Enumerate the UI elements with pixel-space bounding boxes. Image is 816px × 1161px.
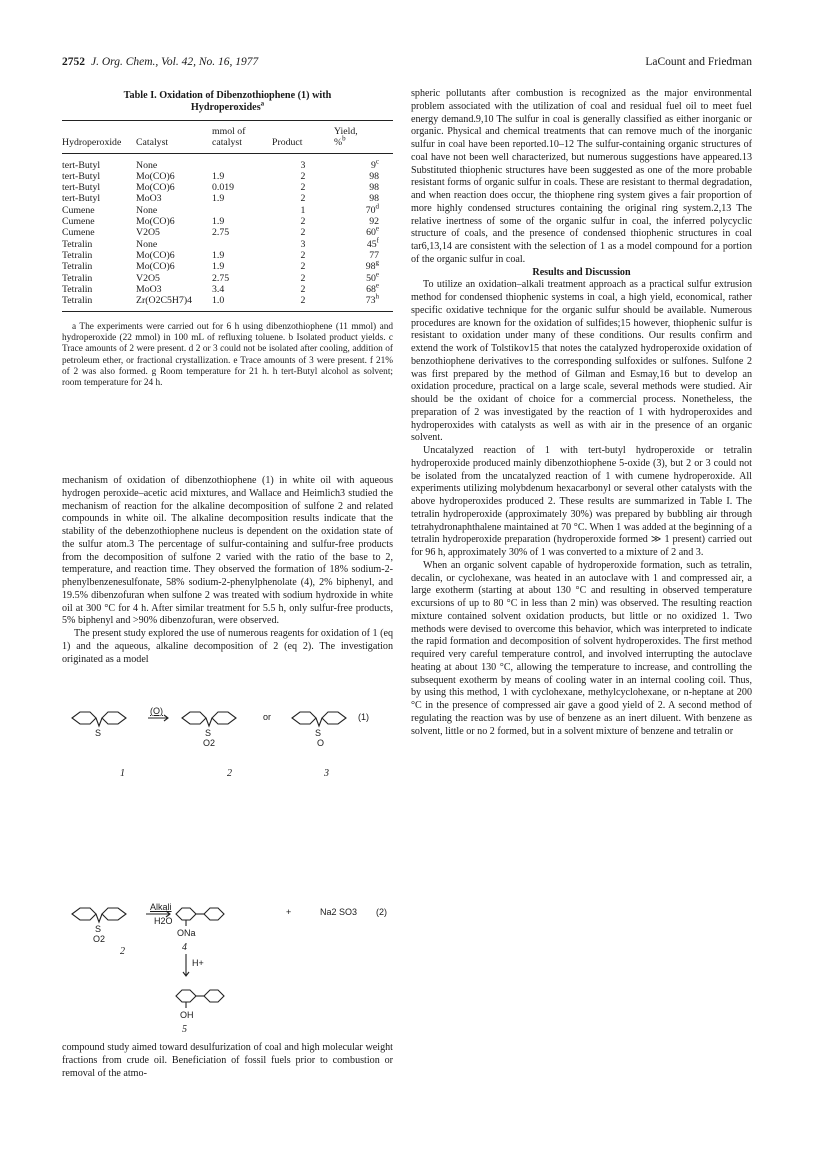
cell-catalyst-value: MoO3 <box>136 193 162 205</box>
reaction-scheme <box>62 696 393 1036</box>
cell-mmol-value: 2.75 <box>212 272 230 284</box>
cell-product <box>272 205 334 216</box>
cell-mmol <box>212 250 272 261</box>
cell-yield <box>334 171 393 182</box>
running-header <box>62 56 752 72</box>
cell-hydroperoxide-value: Tetralin <box>62 283 93 295</box>
header-blank-2 <box>136 121 212 138</box>
oh-label: OH <box>180 1010 194 1020</box>
cell-yield-note: c <box>375 157 379 166</box>
cell-yield <box>334 193 393 204</box>
cell-catalyst-value: Mo(CO)6 <box>136 216 175 228</box>
cell-yield-value: 92 <box>369 216 379 228</box>
page-number: 2752 <box>62 56 85 68</box>
cell-hydroperoxide <box>62 216 136 227</box>
cell-hydroperoxide <box>62 250 136 261</box>
right-paragraph-1: spheric pollutants after combustion is recognized as the major environmental problem associated with the utilization of coal and residual fuel oil to meet fuel energy demand.9,10 The sulfur in coal is generally classified as either inorganic or organic. Physical and chemical treatments that can remove much of the inorganic sulfur in coal have been reported.10–12 The sulfur-containing organic structures of coal have not been well characterized, but numerous suggestions have appeared.13 Substituted thiophenic structures have been suggested as one of the more probable resistant forms of organic sulfur in coals. These are resistant to thermal degradation, and when reaction does occur, the thiophene ring system gives a fair proportion of more highly condensed structures containing the original ring system.2,13 The relative inertness of some of the organic sulfur in coal, the inferred polycyclic structure of coals, and the presence of condensed thiophenic structures in coal tar6,13,14 are consistent with the selection of 1 as a model compound for a portion of the organic sulfur in coal. <box>411 88 752 265</box>
cell-product <box>272 295 334 312</box>
table-title-line1: Table I. Oxidation of Dibenzothiophene (1) with <box>123 90 332 101</box>
right-paragraph-2: To utilize an oxidation–alkali treatment approach as a practical sulfur extrusion method for condensed thiophenic systems in coal, a high yield, economical, rather specific oxidative technique for the organic sulfur should be available. Numerous procedures are known for the oxidation of sulfides;15 however, thiophenic sulfur is resistant to oxidation under many of these conditions. Our results confirm and extend the work of Tolstikov15 that notes the catalyzed hydroperoxide oxidation of benzothiophene derivatives to the corresponding sulfoxides or sulfones. Sulfone 2 was first prepared by the method of Gilman and Esmay,16 but to develop an oxidation procedure, practical on a large scale, several methods were studied. Air should be the oxidant of choice for a commercial process. Nonetheless, the preparation of 2 was investigated by the reaction of 1 with hydroperoxides and hydroperoxides with catalysts as well as with air in the presence of an organic solvent. <box>411 279 752 444</box>
compound-label-1: 1 <box>120 768 125 779</box>
cell-product-value: 1 <box>300 204 306 216</box>
cell-hydroperoxide-value: Cumene <box>62 204 95 216</box>
cell-yield-note: e <box>375 281 379 290</box>
cell-product <box>272 273 334 284</box>
cell-catalyst <box>136 205 212 216</box>
cell-catalyst <box>136 227 212 238</box>
table-row <box>62 205 393 216</box>
cell-catalyst <box>136 250 212 261</box>
cell-yield <box>334 182 393 193</box>
cell-catalyst <box>136 284 212 295</box>
cell-product <box>272 239 334 250</box>
cell-product <box>272 216 334 227</box>
cell-mmol <box>212 171 272 182</box>
cell-product-value: 2 <box>300 193 306 205</box>
cell-yield-note: e <box>375 225 379 234</box>
cell-product <box>272 171 334 182</box>
o-label: O <box>317 738 325 748</box>
table-header-row-2 <box>62 137 393 153</box>
left-column-bottom-text <box>62 1042 393 1080</box>
o2-label-1: O2 <box>203 738 216 748</box>
cell-hydroperoxide <box>62 205 136 216</box>
table-row <box>62 261 393 272</box>
cell-product <box>272 250 334 261</box>
table-row <box>62 250 393 261</box>
header-product: Product <box>272 137 334 153</box>
cell-yield-value: 98 <box>369 170 379 182</box>
cell-product-value: 2 <box>300 283 306 295</box>
cell-mmol <box>212 273 272 284</box>
cell-hydroperoxide <box>62 273 136 284</box>
cell-yield <box>334 292 393 312</box>
table-title-line2 <box>62 99 393 114</box>
cell-yield-note: g <box>375 259 379 267</box>
cell-catalyst-value: None <box>136 238 158 250</box>
cell-yield-value: 60 <box>366 227 376 239</box>
cell-yield <box>334 270 393 284</box>
cell-product <box>272 153 334 171</box>
s-label-4: S <box>95 924 102 934</box>
cell-mmol <box>212 193 272 204</box>
cell-catalyst-value: MoO3 <box>136 283 162 295</box>
header-yield-2 <box>334 137 393 153</box>
h-plus-label: H+ <box>192 958 204 968</box>
cell-product-value: 2 <box>300 182 306 194</box>
cell-catalyst-value: Zr(O2C5H7)4 <box>136 295 193 307</box>
cell-catalyst-value: Mo(CO)6 <box>136 182 175 194</box>
compound-label-5: 5 <box>182 1024 187 1035</box>
cell-mmol-value: 3.4 <box>212 283 225 295</box>
cell-yield <box>334 216 393 227</box>
header-hydroperoxide: Hydroperoxide <box>62 137 136 153</box>
cell-yield-value: 45 <box>366 238 377 250</box>
table-row <box>62 284 393 295</box>
cell-mmol <box>212 295 272 312</box>
cell-catalyst-value: Mo(CO)6 <box>136 170 175 182</box>
header-blank-3 <box>272 121 334 138</box>
cell-yield <box>334 261 393 272</box>
eq1-number: (1) <box>358 712 369 722</box>
table-footnote-text: a The experiments were carried out for 6 h using dibenzothiophene (11 mmol) and hydroperoxide (22 mmol) in 100 mL of refluxing toluene. b Isolated product yields. c Trace amounts of 2 were present. d 2 or 3 could not be isolated after cooling, addition of petroleum ether, or fractional crystallization. e Trace amounts of 3 were present. f 21% of 2 was also formed. g Room temperature for 21 h. h tert-Butyl alcohol as solvent; room temperature for 24 h. <box>62 322 393 389</box>
cell-mmol <box>212 182 272 193</box>
cell-mmol-value: 1.9 <box>212 193 225 205</box>
ona-label: ONa <box>177 928 196 938</box>
eq1-or: or <box>263 712 272 722</box>
cell-hydroperoxide-value: Tetralin <box>62 295 93 307</box>
cell-hydroperoxide-value: Cumene <box>62 216 95 228</box>
cell-yield-value: 9 <box>370 159 376 171</box>
eq2-plus: + <box>286 907 292 917</box>
cell-hydroperoxide-value: tert-Butyl <box>62 159 101 171</box>
cell-catalyst <box>136 273 212 284</box>
cell-hydroperoxide-value: Tetralin <box>62 272 93 284</box>
cell-hydroperoxide <box>62 239 136 250</box>
cell-yield <box>334 281 393 295</box>
scheme-drawing <box>62 696 393 1036</box>
cell-catalyst-value: None <box>136 159 158 171</box>
cell-catalyst <box>136 216 212 227</box>
cell-hydroperoxide <box>62 171 136 182</box>
cell-product-value: 2 <box>300 216 306 228</box>
table-body <box>62 153 393 312</box>
cell-hydroperoxide <box>62 182 136 193</box>
cell-hydroperoxide <box>62 284 136 295</box>
cell-yield <box>334 250 393 261</box>
cell-hydroperoxide <box>62 295 136 312</box>
table-row <box>62 216 393 227</box>
cell-yield <box>334 153 393 171</box>
cell-hydroperoxide <box>62 153 136 171</box>
eq2-reagent-bottom: H2O <box>154 916 173 926</box>
compound-label-4: 4 <box>182 942 187 953</box>
cell-catalyst-value: None <box>136 204 158 216</box>
journal-citation: J. Org. Chem., Vol. 42, No. 16, 1977 <box>91 56 259 68</box>
table-row <box>62 227 393 238</box>
dibenzothiophene-structure <box>72 712 126 726</box>
left-paragraph-1: mechanism of oxidation of dibenzothiophene (1) in white oil with aqueous hydrogen peroxide–acetic acid mixtures, and Wallace and Heimlich3 studied the mechanism of reaction for the alkaline decomposition of sulfone 2 and related compounds in white oil. The alkaline decomposition results indicate that the stability of the debenzothiophene nucleus is dependent on the oxidation state of the sulfur atom.3 The percentage of sulfur-containing and sulfur-free products from the decomposition of sulfone 2 varied with the ratio of the base to 2, temperature, and reaction time. They observed the formation of 18% sodium-2-phenylbenzenesulfonate, 58% sodium-2-phenylphenolate (4), 2% biphenyl, and 19.5% dibenzofuran when sulfone 2 was treated with sodium hydroxide in white oil at 300 °C for 4 h. After similar treatment for 5.5 h, only sulfur-free products, 5% biphenyl and >90% dibenzofuran, were observed. <box>62 475 393 627</box>
cell-yield <box>334 227 393 238</box>
table-row <box>62 295 393 312</box>
cell-product-value: 3 <box>300 238 306 250</box>
cell-product-value: 2 <box>300 249 306 261</box>
cell-product <box>272 193 334 204</box>
cell-mmol <box>212 227 272 238</box>
s-label-2: S <box>205 728 212 738</box>
cell-catalyst <box>136 193 212 204</box>
table-title-note: a <box>260 99 265 108</box>
header-mmol-2: catalyst <box>212 137 272 153</box>
cell-catalyst-value: Mo(CO)6 <box>136 249 175 261</box>
cell-mmol <box>212 153 272 171</box>
table-row <box>62 239 393 250</box>
cell-catalyst <box>136 171 212 182</box>
compound-label-2b: 2 <box>120 946 125 957</box>
cell-catalyst-value: V2O5 <box>136 272 160 284</box>
cell-mmol-value: 1.9 <box>212 249 225 261</box>
s-label-3: S <box>315 728 322 738</box>
cell-yield-value: 73 <box>365 295 376 307</box>
eq2-number: (2) <box>376 907 387 917</box>
cell-hydroperoxide-value: Tetralin <box>62 249 93 261</box>
table-oxidation <box>62 120 393 312</box>
cell-product <box>272 182 334 193</box>
cell-hydroperoxide-value: Cumene <box>62 227 95 239</box>
eq2-reagent-top: Alkali <box>150 902 172 912</box>
cell-hydroperoxide-value: Tetralin <box>62 261 93 273</box>
cell-mmol-value: 2.75 <box>212 227 230 239</box>
cell-yield-note: e <box>375 270 379 279</box>
header-left <box>62 56 258 68</box>
right-paragraph-4: When an organic solvent capable of hydroperoxide formation, such as tetralin, decalin, or cyclohexane, was heated in an autoclave with 1 and compressed air, a large exotherm (starting at about 130 °C and resulting in observed temperature excursions of up to 80 °C in less than 2 min) was observed. The resulting reaction mixture contained solvent oxidation products, but little or no oxidized 1. Two methods were devised to overcome this behavior, which was interpreted to indicate the rapid formation and decomposition of solvent hydroperoxides. The first method required very careful temperature control, and involved interrupting the autoclave heating at about 130 °C, allowing the temperature to increase, and controlling the subsequent exotherm by means of cooling water in an internal cooling coil. Thus, by using this method, 1 with cyclohexane, methylcyclohexane, or n-heptane at 200 °C in the presence of compressed air gave a good yield of 2. A second method of regulating the reaction was by use of benzene as an inert diluent. With benzene as solvent, little or no 2 formed, but in a solvent mixture of benzene and tetralin or <box>411 559 752 737</box>
cell-catalyst <box>136 239 212 250</box>
cell-yield <box>334 202 393 216</box>
header-yield-1: Yield, <box>334 121 393 138</box>
cell-yield-value: 98 <box>369 193 379 205</box>
cell-yield-value: 98 <box>365 261 376 273</box>
left-column-text <box>62 475 393 666</box>
header-mmol-1: mmol of <box>212 121 272 138</box>
table-row <box>62 171 393 182</box>
cell-yield-note: h <box>375 292 379 301</box>
right-paragraph-3: Uncatalyzed reaction of 1 with tert-butyl hydroperoxide or tetralin hydroperoxide produced mainly dibenzothiophene 5-oxide (3), but 2 or 3 could not be isolated from the uncatalyzed reaction of 1 with cumene hydroperoxide. All experiments utilizing molybdenum hexacarbonyl or several other catalysts with the above hydroperoxides produced 2. These results are summarized in Table I. The tetralin hydroperoxide (approximately 30%) was prepared by bubbling air through tetrahydronaphthalene maintained at 70 °C. When 1 was added at the beginning of a tetralin hydroperoxide preparation (hydroperoxide formed ≫ 1 present) carried out for 96 h, approximately 30% of 1 was converted to a mixture of 2 and 3. <box>411 445 752 558</box>
table-row <box>62 273 393 284</box>
cell-catalyst <box>136 182 212 193</box>
cell-product-value: 2 <box>300 261 306 273</box>
cell-hydroperoxide <box>62 227 136 238</box>
cell-yield-note: d <box>375 202 379 211</box>
cell-hydroperoxide <box>62 261 136 272</box>
cell-yield-value: 50 <box>366 272 376 284</box>
section-heading: Results and Discussion <box>532 266 631 278</box>
eq1-reagent: (O) <box>150 706 163 716</box>
cell-catalyst-value: V2O5 <box>136 227 160 239</box>
compound-label-2: 2 <box>227 768 232 779</box>
cell-hydroperoxide-value: tert-Butyl <box>62 182 101 194</box>
header-authors: LaCount and Friedman <box>645 56 752 68</box>
cell-product <box>272 261 334 272</box>
s-label-1: S <box>95 728 102 738</box>
table-title-text: Hydroperoxides <box>190 102 261 113</box>
table-footnotes <box>62 322 393 389</box>
cell-catalyst <box>136 153 212 171</box>
cell-catalyst-value: Mo(CO)6 <box>136 261 175 273</box>
compound-label-3: 3 <box>324 768 329 779</box>
header-yield-note: b <box>342 135 346 144</box>
cell-mmol-value: 1.9 <box>212 261 225 273</box>
cell-catalyst <box>136 261 212 272</box>
header-catalyst: Catalyst <box>136 137 212 153</box>
cell-mmol-value: 1.9 <box>212 216 225 228</box>
cell-mmol-value: 1.9 <box>212 170 225 182</box>
cell-yield <box>334 236 393 250</box>
cell-mmol-value: 0.019 <box>212 182 235 194</box>
cell-product <box>272 227 334 238</box>
cell-mmol-value: 1.0 <box>212 295 225 307</box>
cell-yield-value: 98 <box>369 182 379 194</box>
na2so3-label: Na2 SO3 <box>320 907 358 917</box>
table-title <box>62 90 393 114</box>
cell-mmol <box>212 205 272 216</box>
cell-catalyst <box>136 295 212 312</box>
cell-yield-value: 68 <box>366 283 376 295</box>
header-blank-1 <box>62 121 136 138</box>
cell-mmol <box>212 239 272 250</box>
cell-mmol <box>212 216 272 227</box>
left-paragraph-3: compound study aimed toward desulfurization of coal and high molecular weight fractions from crude oil. Beneficiation of fossil fuels prior to combustion or removal of the atmo- <box>62 1042 393 1079</box>
cell-product-value: 2 <box>300 170 306 182</box>
table-row <box>62 182 393 193</box>
cell-hydroperoxide-value: tert-Butyl <box>62 193 101 205</box>
right-column-text <box>411 88 752 738</box>
cell-product-value: 2 <box>300 227 306 239</box>
cell-hydroperoxide-value: tert-Butyl <box>62 170 101 182</box>
cell-product-value: 3 <box>300 159 306 171</box>
cell-yield-note: f <box>376 236 379 245</box>
o2-label-2: O2 <box>93 934 106 944</box>
cell-product-value: 2 <box>300 272 306 284</box>
table-row <box>62 193 393 204</box>
left-paragraph-2: The present study explored the use of numerous reagents for oxidation of 1 (eq 1) and the aqueous, alkaline decomposition of 2 (eq 2). The investigation originated as a model <box>62 628 393 665</box>
cell-mmol <box>212 261 272 272</box>
cell-hydroperoxide <box>62 193 136 204</box>
cell-mmol <box>212 284 272 295</box>
table-row <box>62 153 393 171</box>
cell-product-value: 2 <box>300 295 306 307</box>
cell-yield-value: 77 <box>369 249 379 261</box>
cell-yield-value: 70 <box>365 204 376 216</box>
cell-hydroperoxide-value: Tetralin <box>62 238 93 250</box>
header-yield-pct: % <box>334 137 343 149</box>
cell-product <box>272 284 334 295</box>
